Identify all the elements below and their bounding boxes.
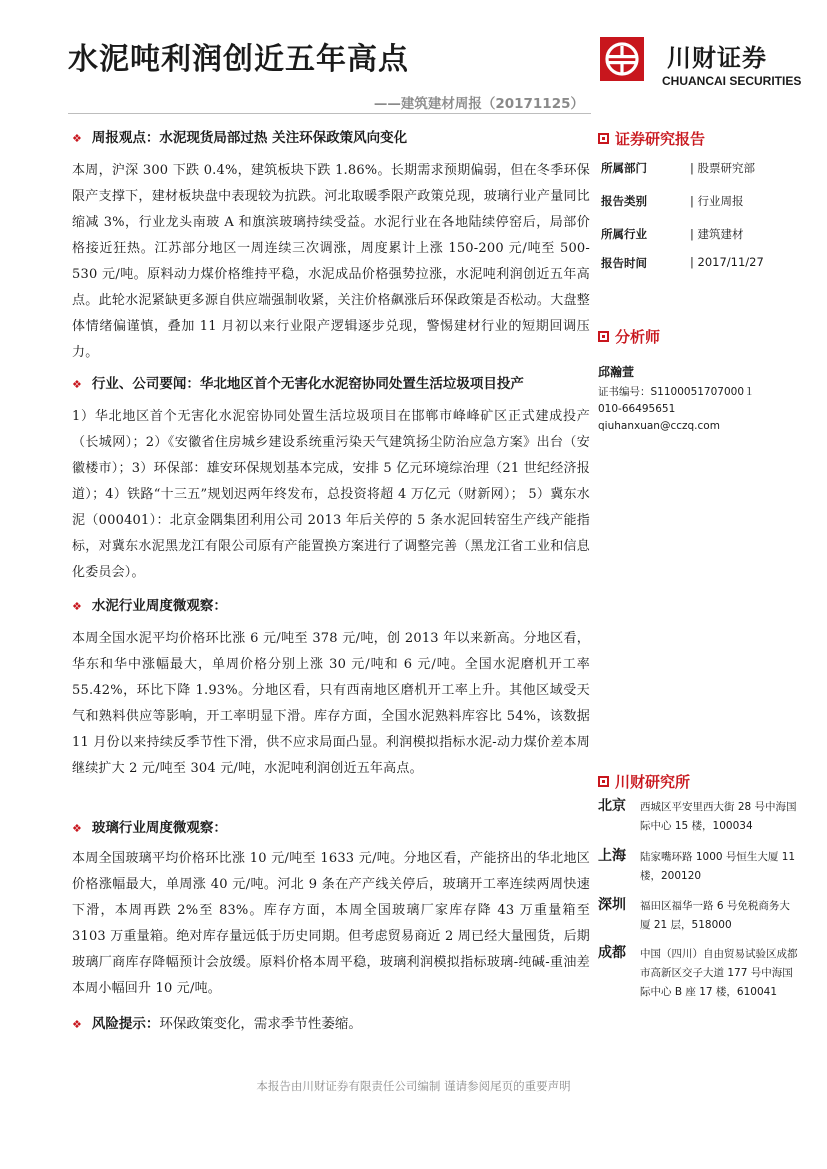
office-city: 上海 — [598, 848, 626, 864]
logo-name-cn: 川财证券 — [667, 44, 767, 72]
section-heading-view: ❖ 周报观点：水泥现货局部过热 关注环保政策风向变化 — [72, 130, 408, 146]
section-paragraph-view: 本周，沪深 300 下跌 0.4%，建筑板块下跌 1.86%。长期需求预期偏弱，但在冬季环保限产支撑下，建材板块盘中表现较为抗跌。河北取暖季限产政策兑现，玻璃行业产量同比缩减 3%，行业龙头南玻 A 和旗滨玻璃持续受益。水泥行业在各地陆续停窑后，局部价格接近狂热。江苏部分地区一周连续三次调涨，周度累计上涨 150-200 元/吨至 500-530 元/吨。原料动力煤价格维持平稳，水泥成品价格强势拉涨，水泥吨利润创近五年高点。此轮水泥紧缺更多源自供应端强制收紧，关注价格飙涨后环保政策是否松动。大盘整体情绪偏谨慎，叠加 11 月初以来行业限产逻辑逐步兑现，警惕建材行业的短期回调压力。 — [72, 163, 590, 360]
chuancai-logo-icon — [600, 37, 644, 81]
section-paragraph-glass: 本周全国玻璃平均价格环比涨 10 元/吨至 1633 元/吨。分地区看，产能挤出的华北地区价格涨幅最大，单周涨 40 元/吨。河北 9 条在产产线关停后，玻璃开工率连续两周快速下滑，本周再跌 2%至 83%。库存方面，本周全国玻璃厂家库存降 43 万重量箱至 3103 万重量箱。绝对库存量远低于历史同期。但考虑贸易商近 2 周已经大量囤货，后期玻璃厂商库存降幅预计会放缓。原料价格本周平稳，玻璃利润模拟指标玻璃-纯碱-重油差本周小幅回升 10 元/吨。 — [72, 851, 590, 996]
analyst-name: 邱瀚萱 — [598, 365, 635, 379]
section-heading-news: ❖ 行业、公司要闻：华北地区首个无害化水泥窑协同处置生活垃圾项目投产 — [72, 376, 524, 392]
square-bullet-icon — [598, 133, 609, 144]
diamond-bullet-icon: ❖ — [72, 1018, 82, 1031]
sidebar-institute-heading: 川财研究所 — [598, 771, 798, 792]
section-heading-cement: ❖ 水泥行业周度微观察： — [72, 598, 227, 614]
section-paragraph-cement: 本周全国水泥平均价格环比涨 6 元/吨至 378 元/吨，创 2013 年以来新高。分地区看，华东和华中涨幅最大，单周价格分别上涨 30 元/吨和 6 元/吨。全国水泥磨机开工率 55.42%，环比下降 1.93%。分地区看，只有西南地区磨机开工率上升。其他区域受天气和熟料供应等影响，开工率明显下滑。库存方面，全国水泥熟料库容比 54%，该数据 11 月份以来持续反季节性下滑，供不应求局面凸显。利润模拟指标水泥-动力煤价差本周继续扩大 2 元/吨至 304 元/吨，水泥吨利润创近五年高点。 — [72, 631, 590, 776]
diamond-bullet-icon: ❖ — [72, 378, 82, 391]
office-list — [598, 795, 798, 1025]
header-divider — [68, 113, 591, 114]
office-city: 北京 — [598, 798, 626, 814]
diamond-bullet-icon: ❖ — [72, 600, 82, 613]
sidebar-analyst-heading: 分析师 — [598, 326, 798, 347]
logo-name-en: CHUANCAI SECURITIES — [662, 74, 802, 88]
footer-disclaimer: 本报告由川财证券有限责任公司编制 谨请参阅尾页的重要声明 — [256, 1079, 571, 1093]
report-meta: 所属部门 | 股票研究部 报告类别 | 行业周报 所属行业 | 建筑建材 报告时间 | 2017/11/27 — [601, 161, 764, 270]
sidebar-report-heading: 证券研究报告 — [598, 128, 798, 149]
office-address: 西城区平安里西大街 28 号中海国际中心 15 楼，100034 — [640, 801, 797, 832]
analyst-card — [598, 363, 798, 435]
square-bullet-icon — [598, 776, 609, 787]
square-bullet-icon — [598, 331, 609, 342]
office-address: 中国（四川）自由贸易试验区成都市高新区交子大道 177 号中海国际中心 B 座 17 楼，610041 — [640, 948, 798, 998]
page-title: 水泥吨利润创近五年高点 — [68, 42, 409, 77]
diamond-bullet-icon: ❖ — [72, 822, 82, 835]
report-subtitle: ——建筑建材周报（20171125） — [373, 96, 584, 112]
section-heading-glass: ❖ 玻璃行业周度微观察： — [72, 820, 227, 836]
office-city: 成都 — [598, 945, 626, 961]
diamond-bullet-icon: ❖ — [72, 132, 82, 145]
section-paragraph-news: 1）华北地区首个无害化水泥窑协同处置生活垃圾项目在邯郸市峰峰矿区正式建成投产（长城网）；2）《安徽省住房城乡建设系统重污染天气建筑扬尘防治应急方案》出台（安徽楼市）；3）环保部：雄安环保规划基本完成，安排 5 亿元环境综治理（21 世纪经济报道）；4）铁路“十三五”规划迟两年终发布，总投资将超 4 万亿元（财新网）； 5）冀东水泥（000401）：北京金隅集团利用公司 2013 年后关停的 5 条水泥回转窑生产线产能指标，对冀东水泥黑龙江有限公司原有产能置换方案进行了调整完善（黑龙江省工业和信息化委员会）。 — [72, 409, 590, 580]
analyst-phone: 010-66495651 — [598, 403, 676, 415]
office-address: 福田区福华一路 6 号免税商务大厦 21 层，518000 — [640, 900, 790, 931]
analyst-cert: 证书编号：S1100051707000１ — [598, 386, 755, 398]
analyst-email[interactable]: qiuhanxuan@cczq.com — [598, 420, 720, 432]
office-city: 深圳 — [598, 897, 626, 913]
section-risk: ❖ 风险提示：环保政策变化，需求季节性萎缩。 — [72, 1016, 362, 1032]
office-address: 陆家嘴环路 1000 号恒生大厦 11 楼，200120 — [640, 851, 796, 882]
